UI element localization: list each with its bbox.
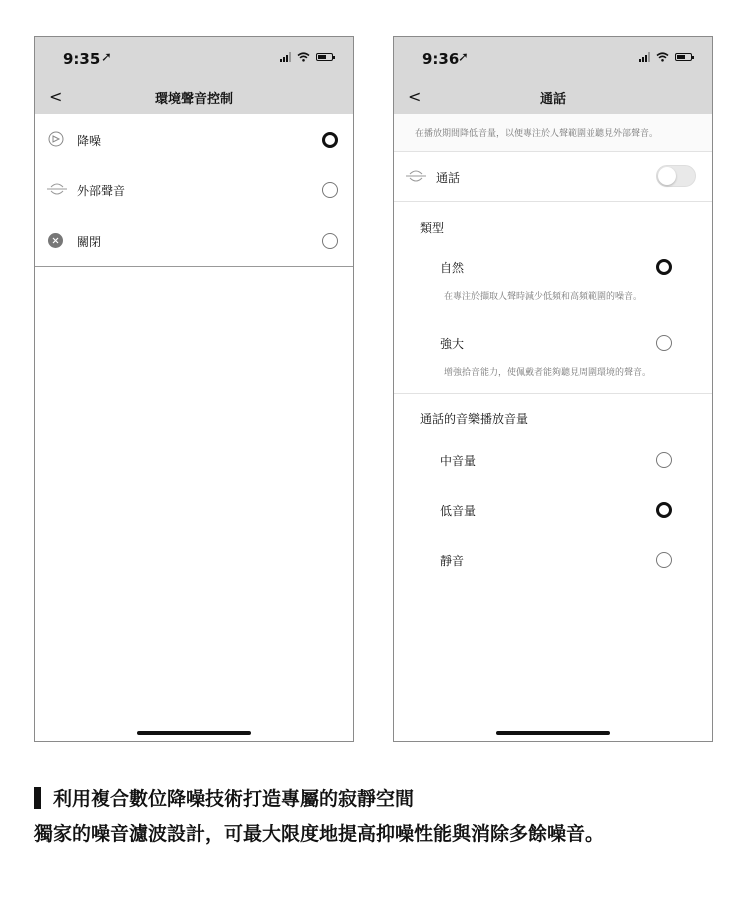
page-title: 通話 bbox=[539, 92, 566, 107]
volume-option-medium[interactable] bbox=[394, 442, 712, 478]
right-phone-screen bbox=[393, 36, 713, 742]
description-row bbox=[394, 114, 712, 151]
radio-strong[interactable] bbox=[656, 335, 672, 351]
type-option-strong[interactable] bbox=[394, 327, 712, 397]
divider bbox=[35, 266, 353, 267]
caption-body: 獨家的噪音濾波設計，可最大限度地提高抑噪性能與消除多餘噪音。 bbox=[34, 823, 605, 845]
wifi-icon bbox=[656, 52, 669, 62]
noise-cancel-icon bbox=[48, 131, 64, 147]
back-button[interactable]: < bbox=[49, 87, 63, 106]
option-label: 降噪 bbox=[77, 134, 102, 148]
status-nav-bar bbox=[394, 37, 712, 114]
back-button[interactable]: < bbox=[408, 87, 422, 106]
home-indicator bbox=[496, 731, 610, 735]
volume-option-low[interactable] bbox=[394, 492, 712, 528]
radio-off[interactable] bbox=[322, 233, 338, 249]
call-description: 在播放期間降低音量，以便專注於人聲範圍並聽見外部聲音。 bbox=[415, 129, 659, 139]
option-row-ambient[interactable] bbox=[35, 164, 353, 215]
battery-icon bbox=[316, 53, 333, 61]
call-toggle-switch[interactable] bbox=[656, 165, 696, 187]
option-label: 靜音 bbox=[440, 554, 465, 568]
home-indicator bbox=[137, 731, 251, 735]
option-label: 自然 bbox=[440, 261, 465, 275]
radio-noise-cancel[interactable] bbox=[322, 132, 338, 148]
volume-section-heading: 通話的音樂播放音量 bbox=[420, 412, 529, 426]
ambient-sound-icon bbox=[46, 182, 68, 196]
divider bbox=[394, 393, 712, 394]
option-label: 強大 bbox=[440, 337, 465, 351]
cellular-signal-icon bbox=[639, 52, 650, 62]
radio-natural[interactable] bbox=[656, 259, 672, 275]
status-nav-bar bbox=[35, 37, 353, 114]
type-option-natural[interactable] bbox=[394, 249, 712, 319]
status-icons bbox=[639, 52, 692, 62]
cellular-signal-icon bbox=[280, 52, 291, 62]
status-time: 9:36 bbox=[422, 50, 460, 68]
type-section-heading: 類型 bbox=[420, 221, 445, 235]
radio-ambient[interactable] bbox=[322, 182, 338, 198]
option-row-noise-cancel[interactable] bbox=[35, 114, 353, 164]
option-row-off[interactable] bbox=[35, 215, 353, 266]
location-arrow-icon: ➚ bbox=[458, 50, 469, 65]
option-label: 低音量 bbox=[440, 504, 477, 518]
status-icons bbox=[280, 52, 333, 62]
option-label: 關閉 bbox=[77, 235, 102, 249]
call-sound-icon bbox=[405, 169, 427, 183]
call-toggle-label: 通話 bbox=[436, 171, 461, 185]
call-toggle-row bbox=[394, 151, 712, 201]
status-time: 9:35 bbox=[63, 50, 101, 68]
volume-option-mute[interactable] bbox=[394, 542, 712, 578]
option-label: 外部聲音 bbox=[77, 184, 126, 198]
caption-heading bbox=[34, 784, 414, 811]
left-phone-screen bbox=[34, 36, 354, 742]
wifi-icon bbox=[297, 52, 310, 62]
option-description: 增強拾音能力，使佩戴者能夠聽見周圍環境的聲音。 bbox=[444, 368, 652, 378]
radio-low-volume[interactable] bbox=[656, 502, 672, 518]
location-arrow-icon: ➚ bbox=[101, 50, 112, 65]
divider bbox=[394, 201, 712, 202]
page-title: 環境聲音控制 bbox=[154, 92, 233, 107]
radio-mute[interactable] bbox=[656, 552, 672, 568]
caption-heading-text: 利用複合數位降噪技術打造專屬的寂靜空間 bbox=[53, 788, 415, 810]
battery-icon bbox=[675, 53, 692, 61]
caption-bar-marker bbox=[34, 787, 41, 809]
radio-medium-volume[interactable] bbox=[656, 452, 672, 468]
option-label: 中音量 bbox=[440, 454, 477, 468]
option-description: 在專注於擷取人聲時減少低頻和高頻範圍的噪音。 bbox=[444, 292, 643, 302]
off-x-icon bbox=[48, 233, 63, 248]
